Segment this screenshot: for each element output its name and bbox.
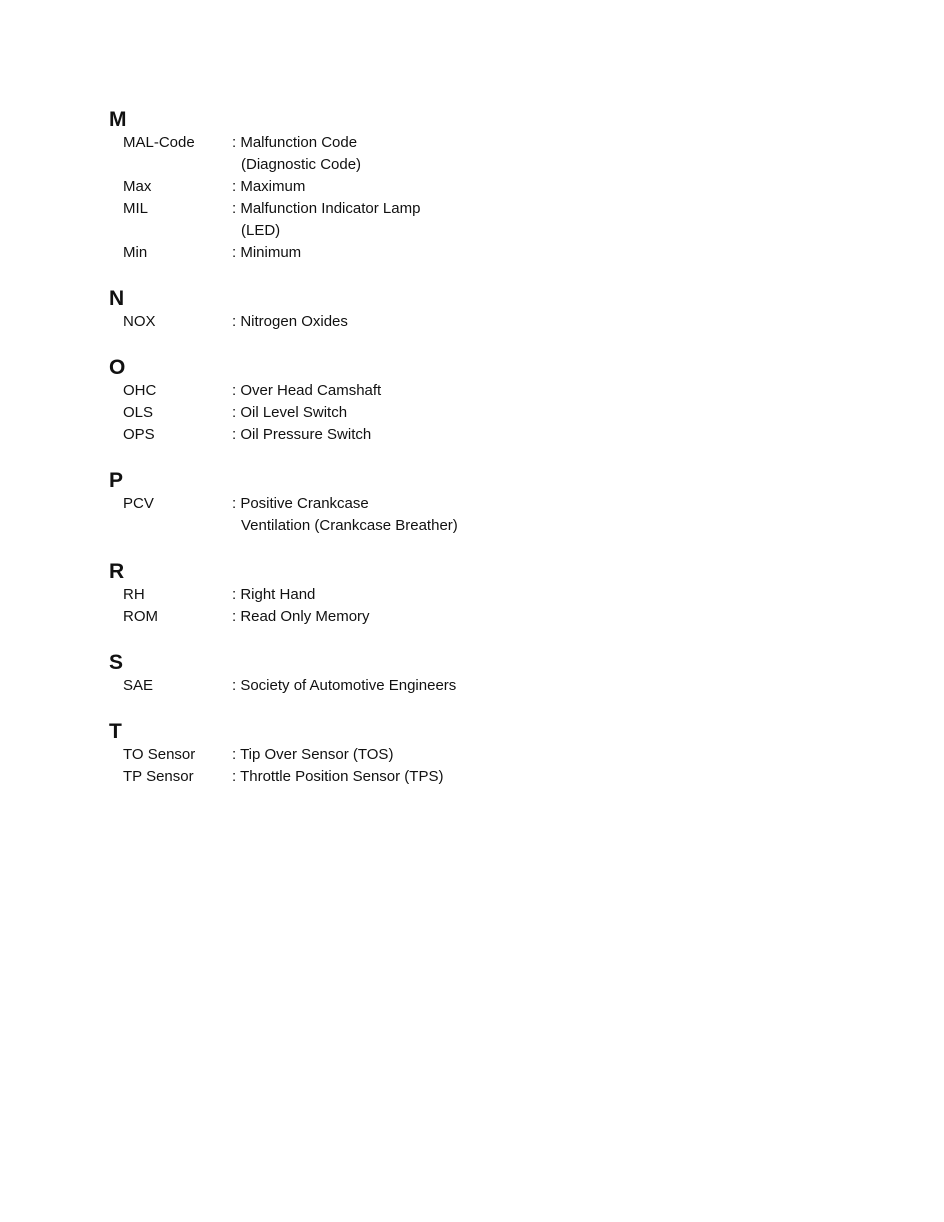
list-item xyxy=(109,766,529,788)
definition-line: : Read Only Memory xyxy=(232,608,370,625)
section-r xyxy=(109,560,529,628)
definition-line: : Maximum xyxy=(232,178,306,195)
definition-line: (LED) xyxy=(241,222,281,239)
list-item xyxy=(109,176,529,198)
abbreviation-definition xyxy=(232,311,529,333)
abbreviation-definition xyxy=(232,584,529,606)
abbreviation-definition xyxy=(232,424,529,446)
abbreviation-term: TP Sensor xyxy=(123,768,194,785)
list-item xyxy=(109,424,529,446)
definition-line: : Oil Pressure Switch xyxy=(232,426,372,443)
abbreviation-term: NOX xyxy=(123,313,156,330)
list-item xyxy=(109,311,529,333)
abbreviation-definition xyxy=(232,380,529,402)
abbreviation-definition xyxy=(232,744,529,766)
list-item xyxy=(109,198,529,242)
section-letter: M xyxy=(109,108,127,131)
list-item xyxy=(109,242,529,264)
definition-line: : Minimum xyxy=(232,244,302,261)
abbreviation-definition xyxy=(232,198,529,242)
section-m xyxy=(109,108,529,264)
abbreviation-term: OHC xyxy=(123,382,157,399)
definition-line: : Oil Level Switch xyxy=(232,404,348,421)
abbreviation-definition xyxy=(232,176,529,198)
abbreviation-term: OLS xyxy=(123,404,154,421)
section-letter: P xyxy=(109,469,124,492)
abbreviation-term: TO Sensor xyxy=(123,746,196,763)
definition-line: (Diagnostic Code) xyxy=(241,156,362,173)
abbreviation-term: PCV xyxy=(123,495,154,512)
abbreviation-definition xyxy=(232,766,529,788)
abbreviation-term: ROM xyxy=(123,608,158,625)
section-t xyxy=(109,720,529,788)
section-p xyxy=(109,469,529,537)
abbreviation-term: OPS xyxy=(123,426,155,443)
section-letter: T xyxy=(109,720,122,743)
section-n xyxy=(109,287,529,333)
abbreviation-term: Min xyxy=(123,244,148,261)
list-item xyxy=(109,380,529,402)
section-s xyxy=(109,651,529,697)
definition-line: : Society of Automotive Engineers xyxy=(232,677,457,694)
list-item xyxy=(109,606,529,628)
abbreviation-definition xyxy=(232,675,529,697)
abbreviation-term: RH xyxy=(123,586,145,603)
definition-line: Ventilation (Crankcase Breather) xyxy=(241,517,458,534)
definition-line: : Malfunction Indicator Lamp xyxy=(232,200,421,217)
abbreviation-definition xyxy=(232,606,529,628)
list-item xyxy=(109,402,529,424)
abbreviation-definition xyxy=(232,493,529,537)
definition-line: : Nitrogen Oxides xyxy=(232,313,348,330)
definition-line: : Malfunction Code xyxy=(232,134,358,151)
section-o xyxy=(109,356,529,446)
definition-line: : Throttle Position Sensor (TPS) xyxy=(232,768,444,785)
definition-line: : Over Head Camshaft xyxy=(232,382,382,399)
definition-line: : Right Hand xyxy=(232,586,316,603)
section-letter: S xyxy=(109,651,124,674)
list-item xyxy=(109,675,529,697)
list-item xyxy=(109,132,529,176)
abbreviation-term: Max xyxy=(123,178,152,195)
abbreviation-term: MAL-Code xyxy=(123,134,195,151)
section-letter: O xyxy=(109,356,126,379)
abbreviation-list xyxy=(109,108,529,788)
abbreviation-term: SAE xyxy=(123,677,154,694)
definition-line: : Positive Crankcase xyxy=(232,495,369,512)
section-letter: N xyxy=(109,287,125,310)
abbreviation-term: MIL xyxy=(123,200,149,217)
list-item xyxy=(109,493,529,537)
section-letter: R xyxy=(109,560,125,583)
abbreviation-definition xyxy=(232,242,529,264)
list-item xyxy=(109,744,529,766)
definition-line: : Tip Over Sensor (TOS) xyxy=(232,746,394,763)
list-item xyxy=(109,584,529,606)
abbreviation-definition xyxy=(232,402,529,424)
abbreviation-definition xyxy=(232,132,529,176)
